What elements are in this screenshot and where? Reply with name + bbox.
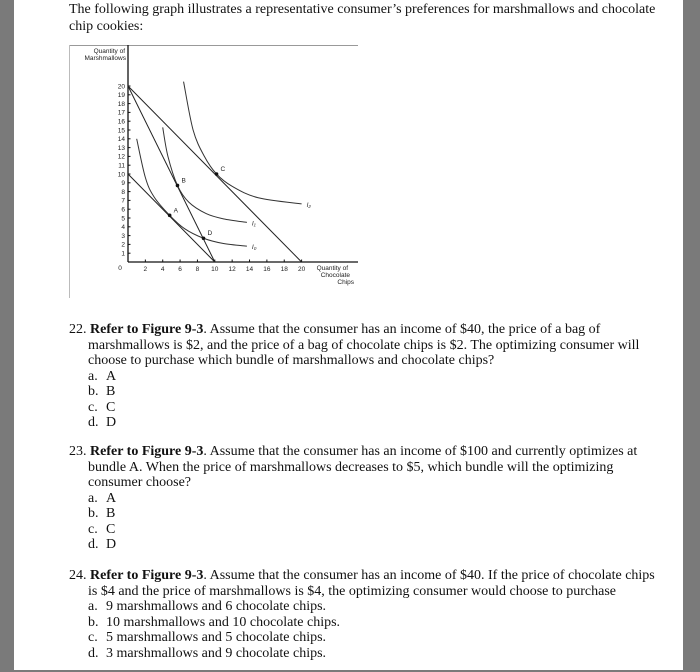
question-number: 22.: [69, 322, 87, 337]
y-tick-label: 3: [121, 232, 125, 240]
x-tick-label: 18: [280, 266, 288, 273]
option-text: A: [106, 490, 117, 506]
option-text: D: [106, 415, 117, 430]
y-tick-label: 14: [117, 136, 125, 144]
y-tick-label: 13: [117, 144, 125, 152]
question-text-line: is $4 and the price of marshmallows is $4, the optimizing consumer would choose to purchase: [88, 583, 617, 599]
option-text: 5 marshmallows and 5 chocolate chips.: [106, 630, 327, 645]
question-text: . Assume that the consumer has an income of $100 and currently optimizes at: [203, 444, 638, 459]
intro-line-2: chip cookies:: [69, 19, 144, 34]
indifference-curve-figure: [0, 0, 700, 300]
option-text: D: [106, 537, 117, 552]
bundle-label-C: C: [220, 166, 226, 173]
bundle-label-D: D: [207, 230, 213, 238]
y-tick-label: 10: [117, 171, 125, 179]
option-text: C: [106, 521, 116, 537]
origin-label: 0: [118, 265, 122, 272]
budget-line-budget-20-10: [128, 86, 215, 262]
x-tick-label: 20: [297, 266, 306, 273]
y-tick-label: 20: [117, 83, 125, 91]
bundle-point-B: [176, 184, 180, 188]
option-letter: c.: [88, 521, 98, 537]
x-tick-label: 10: [211, 266, 219, 273]
question-text: . Assume that the consumer has an income of $40. If the price of chocolate chips: [203, 568, 655, 583]
option-text: B: [106, 384, 116, 399]
figure-reference: Refer to Figure 9-3: [90, 568, 204, 583]
budget-line-budget-10-10: [128, 174, 215, 262]
option-letter: b.: [88, 384, 99, 399]
y-tick-label: 5: [121, 215, 125, 223]
indifference-curve-I2: [184, 82, 302, 204]
option-text: 3 marshmallows and 9 chocolate chips.: [106, 645, 327, 661]
y-tick-label: 11: [118, 162, 125, 170]
option-letter: a.: [88, 368, 98, 384]
option-text: 9 marshmallows and 6 chocolate chips.: [106, 599, 327, 614]
y-axis-label-2: Marshmallows: [84, 55, 126, 62]
y-tick-label: 17: [117, 109, 125, 117]
y-tick-label: 9: [121, 180, 125, 188]
x-axis-label: Quantity of: [316, 265, 348, 272]
curve-label-I0: I₀: [251, 244, 257, 252]
option-letter: d.: [88, 645, 99, 661]
bundle-label-B: B: [181, 177, 186, 185]
indifference-curve-I0: [137, 139, 247, 246]
y-tick-label: 7: [121, 197, 125, 205]
y-tick-label: 8: [121, 188, 125, 196]
x-tick-label: 4: [160, 266, 165, 273]
option-letter: c.: [88, 399, 98, 415]
x-tick-label: 2: [143, 266, 148, 273]
y-tick-label: 18: [117, 100, 125, 108]
question-text-line: marshmallows is $2, and the price of a bag of chocolate chips is $2. The optimizing consumer will: [88, 337, 640, 353]
bundle-label-A: A: [173, 207, 179, 215]
curve-label-I2: I₂: [306, 201, 311, 209]
option-letter: a.: [88, 490, 98, 506]
y-tick-label: 1: [121, 250, 125, 258]
question-text-line: choose to purchase which bundle of marshmallows and chocolate chips?: [88, 353, 495, 368]
y-tick-label: 19: [117, 92, 125, 100]
option-letter: b.: [88, 506, 99, 521]
y-tick-label: 12: [117, 153, 125, 161]
question-number: 23.: [69, 444, 87, 459]
option-text: 10 marshmallows and 10 chocolate chips.: [106, 614, 341, 630]
option-text: B: [106, 506, 116, 521]
bundle-point-C: [215, 172, 219, 176]
option-letter: a.: [88, 599, 98, 614]
intro-line-1: The following graph illustrates a representative consumer’s preferences for marshmallows and chocolate: [69, 2, 656, 17]
bundle-point-A: [168, 214, 172, 218]
x-tick-label: 14: [245, 266, 254, 273]
y-tick-label: 15: [117, 127, 125, 135]
x-tick-label: 6: [178, 266, 182, 273]
x-axis-label: Chocolate: [320, 272, 350, 279]
option-letter: b.: [88, 614, 99, 630]
x-tick-label: 12: [228, 266, 236, 273]
y-tick-label: 2: [121, 241, 125, 249]
question-text: . Assume that the consumer has an income of $40, the price of a bag of: [203, 322, 601, 337]
question-number: 24.: [69, 568, 87, 583]
x-tick-label: 8: [195, 266, 200, 273]
option-letter: c.: [88, 630, 98, 645]
x-tick-label: 16: [263, 266, 271, 273]
question-23-first-line: [69, 444, 637, 460]
y-tick-label: 6: [121, 206, 125, 214]
question-text-line: consumer choose?: [88, 475, 192, 490]
option-text: C: [106, 399, 116, 415]
curve-label-I1: I₁: [251, 220, 256, 228]
option-letter: d.: [88, 415, 99, 430]
question-22-first-line: [69, 322, 600, 338]
option-text: A: [106, 368, 117, 384]
y-axis-label-1: Quantity of: [93, 48, 125, 55]
figure-reference: Refer to Figure 9-3: [90, 322, 204, 337]
x-axis-label: Chips: [337, 279, 354, 286]
option-letter: d.: [88, 537, 99, 552]
question-text-line: bundle A. When the price of marshmallows decreases to $5, which bundle will the optimizing: [88, 459, 614, 475]
figure-reference: Refer to Figure 9-3: [90, 444, 204, 459]
bundle-point-D: [202, 236, 206, 240]
y-tick-label: 4: [121, 224, 125, 232]
question-24-first-line: [69, 568, 655, 584]
y-tick-label: 16: [117, 118, 125, 126]
